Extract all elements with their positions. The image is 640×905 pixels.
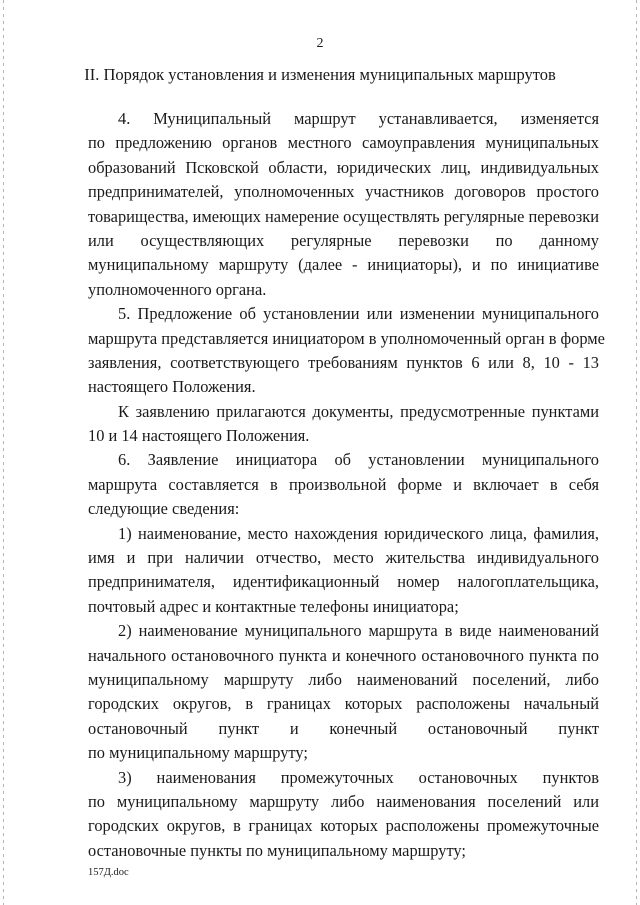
paragraph-p6-1 <box>88 522 599 620</box>
paragraph-p6-2 <box>88 619 599 765</box>
paragraph-p6-3 <box>88 766 599 864</box>
text-line: муниципальному маршруту (далее - инициаторы), и по инициативе <box>88 255 599 275</box>
text-line: предпринимателей, уполномоченных участников договоров простого <box>88 182 599 202</box>
text-line: 6. Заявление инициатора об установлении муниципального <box>118 450 599 470</box>
text-line: почтовый адрес и контактные телефоны инициатора; <box>88 596 459 616</box>
text-line: остановочные пункты по муниципальному маршруту; <box>88 840 466 860</box>
paragraph-p5b <box>88 400 599 449</box>
text-line: по предложению органов местного самоуправления муниципальных <box>88 133 599 153</box>
text-line: предпринимателя, идентификационный номер налогоплательщика, <box>88 572 599 592</box>
text-line: по муниципальному маршруту; <box>88 743 308 763</box>
scan-edge-left <box>3 0 4 905</box>
text-line: или осуществляющих регулярные перевозки по данному <box>88 230 599 250</box>
text-line: следующие сведения: <box>88 499 240 519</box>
section-title: II. Порядок установления и изменения муниципальных маршрутов <box>84 65 556 84</box>
text-line: имя и при наличии отчество, место жительства индивидуального <box>88 548 599 568</box>
text-line: К заявлению прилагаются документы, предусмотренные пунктами <box>118 401 599 421</box>
text-line: уполномоченного органа. <box>88 279 267 299</box>
paragraph-p6 <box>88 448 599 521</box>
text-line: товарищества, имеющих намерение осуществлять регулярные перевозки <box>88 206 599 226</box>
text-line: начального остановочного пункта и конечного остановочного пункта по <box>88 645 599 665</box>
text-line: городских округов, в границах которых расположены промежуточные <box>88 816 599 836</box>
text-line: образований Псковской области, юридических лиц, индивидуальных <box>88 157 599 177</box>
document-body <box>88 107 605 863</box>
text-line: по муниципальному маршруту либо наименования поселений или <box>88 791 599 811</box>
text-line: маршрута представляется инициатором в уполномоченный орган в форме <box>88 328 605 348</box>
footer-filename: 157Д.doc <box>88 867 129 878</box>
text-line: маршрута составляется в произвольной форме и включает в себя <box>88 474 599 494</box>
text-line: 3) наименования промежуточных остановочных пунктов <box>118 767 599 787</box>
text-line: муниципальному маршруту либо наименований поселений, либо <box>88 669 599 689</box>
page-number: 2 <box>316 36 324 51</box>
text-line: городских округов, в границах которых расположены начальный <box>88 694 599 714</box>
text-line: настоящего Положения. <box>88 377 256 397</box>
text-line: 5. Предложение об установлении или изменении муниципального <box>118 304 599 324</box>
text-line: заявления, соответствующего требованиям пунктов 6 или 8, 10 - 13 <box>88 352 599 372</box>
paragraph-p5 <box>88 302 605 400</box>
text-line: остановочный пункт и конечный остановочный пункт <box>88 718 599 738</box>
text-line: 2) наименование муниципального маршрута в виде наименований <box>118 621 599 641</box>
scan-edge-right <box>636 0 637 905</box>
text-line: 4. Муниципальный маршрут устанавливается, изменяется <box>118 109 599 128</box>
paragraph-p4 <box>88 107 599 302</box>
text-line: 1) наименование, место нахождения юридического лица, фамилия, <box>118 523 599 543</box>
text-line: 10 и 14 настоящего Положения. <box>88 426 310 446</box>
